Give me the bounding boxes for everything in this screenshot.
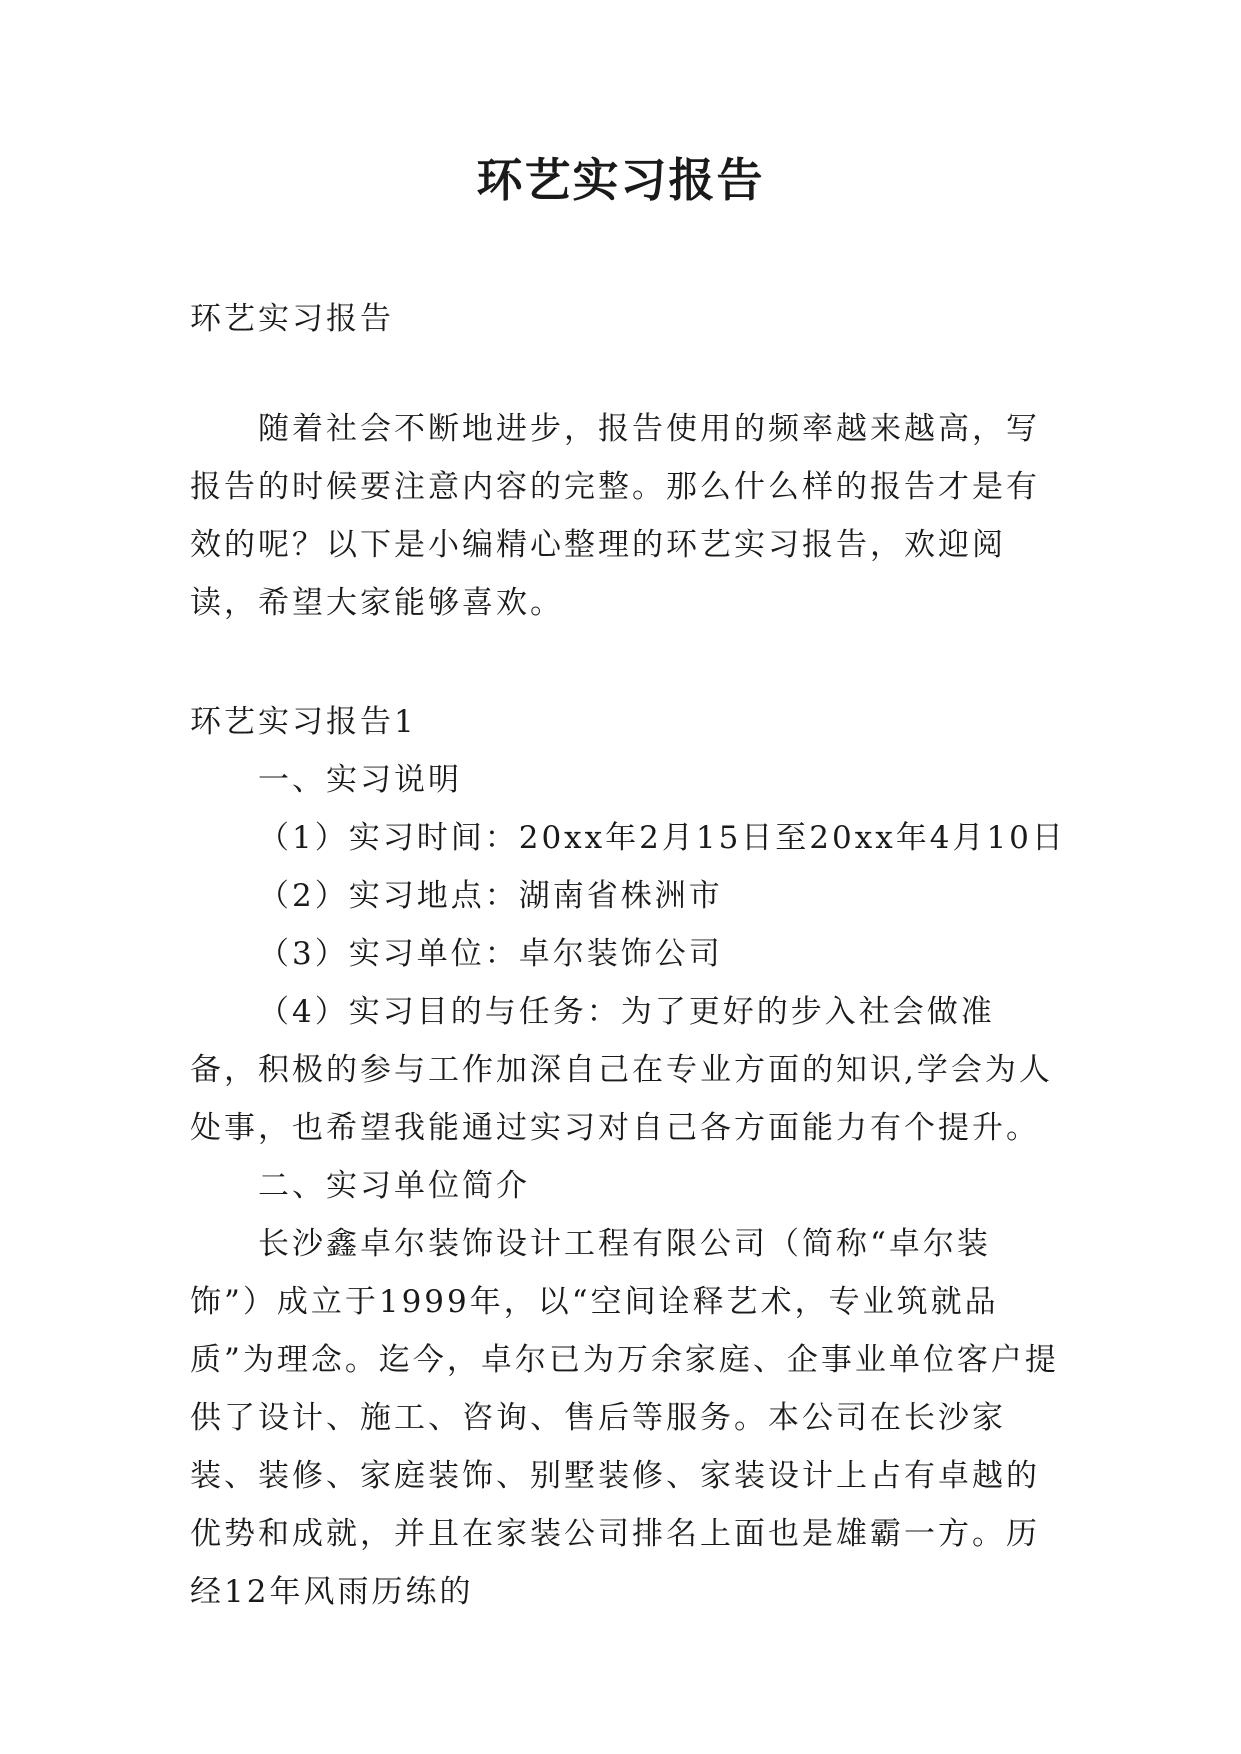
list-item-unit: （3）实习单位：卓尔装饰公司 xyxy=(258,936,723,972)
heading-internship-description: 一、实习说明 xyxy=(258,762,462,798)
list-item-location: （2）实习地点：湖南省株洲市 xyxy=(258,878,723,914)
document-subtitle: 环艺实习报告 xyxy=(190,301,394,337)
list-item-time: （1）实习时间：20xx年2月15日至20xx年4月10日 xyxy=(258,820,1066,856)
heading-company-intro: 二、实习单位简介 xyxy=(258,1168,530,1204)
document-title: 环艺实习报告 xyxy=(476,153,765,207)
section-title: 环艺实习报告1 xyxy=(190,704,417,740)
company-intro-paragraph: 长沙鑫卓尔装饰设计工程有限公司（简称“卓尔装饰”）成立于1999年，以“空间诠释艺术，专业筑就品质”为理念。迄今，卓尔已为万余家庭、企事业单位客户提供了设计、施工、咨询、售后等服务。本公司在长沙家装、装修、家庭装饰、别墅装修、家装设计上占有卓越的优势和成就，并且在家装公司排名上面也是雄霸一方。历经12年风雨历练的 xyxy=(190,1226,1059,1610)
list-item-purpose: （4）实习目的与任务：为了更好的步入社会做准备，积极的参与工作加深自己在专业方面的知识,学会为人处事，也希望我能通过实习对自己各方面能力有个提升。 xyxy=(190,994,1053,1146)
intro-paragraph: 随着社会不断地进步，报告使用的频率越来越高，写报告的时候要注意内容的完整。那么什么样的报告才是有效的呢？以下是小编精心整理的环艺实习报告，欢迎阅读，希望大家能够喜欢。 xyxy=(190,411,1040,621)
